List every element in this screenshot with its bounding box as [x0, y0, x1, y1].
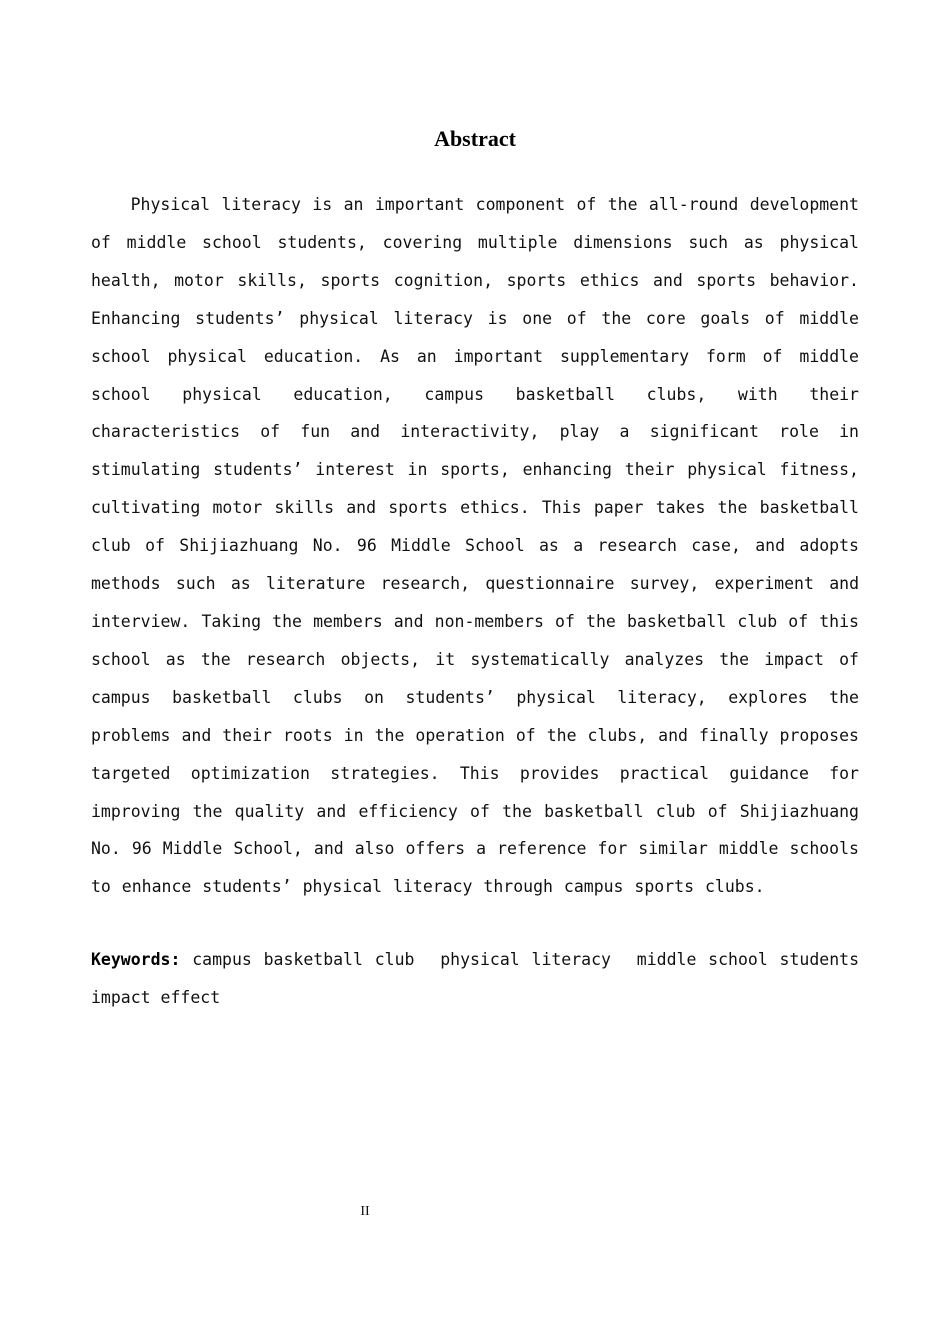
- keywords-label: Keywords:: [91, 950, 181, 969]
- page-number: II: [360, 1204, 370, 1219]
- keyword-item: impact effect: [91, 987, 221, 1007]
- abstract-heading: Abstract: [434, 126, 516, 151]
- keyword-item: middle school students: [636, 950, 860, 969]
- keywords-line: [91, 941, 859, 1017]
- keyword-item: campus basketball club: [192, 950, 415, 969]
- keyword-item: physical literacy: [440, 950, 611, 969]
- abstract-paragraph: Physical literacy is an important component of the all-round development of middle school students, covering multiple dimensions such as physical health, motor skills, sports cognition, sports ethics and sports behavior. Enhancing students’ physical literacy is one of the core goals of middle school physical education. As an important supplementary form of middle school physical education, campus basketball clubs, with their characteristics of fun and interactivity, play a significant role in stimulating students’ interest in sports, enhancing their physical fitness, cultivating motor skills and sports ethics. This paper takes the basketball club of Shijiazhuang No. 96 Middle School as a research case, and adopts methods such as literature research, questionnaire survey, experiment and interview. Taking the members and non-members of the basketball club of this school as the research objects, it systematically analyzes the impact of campus basketball clubs on students’ physical literacy, explores the problems and their roots in the operation of the clubs, and finally proposes targeted optimization strategies. This provides practical guidance for improving the quality and efficiency of the basketball club of Shijiazhuang No. 96 Middle School, and also offers a reference for similar middle schools to enhance students’ physical literacy through campus sports clubs.: [91, 195, 859, 897]
